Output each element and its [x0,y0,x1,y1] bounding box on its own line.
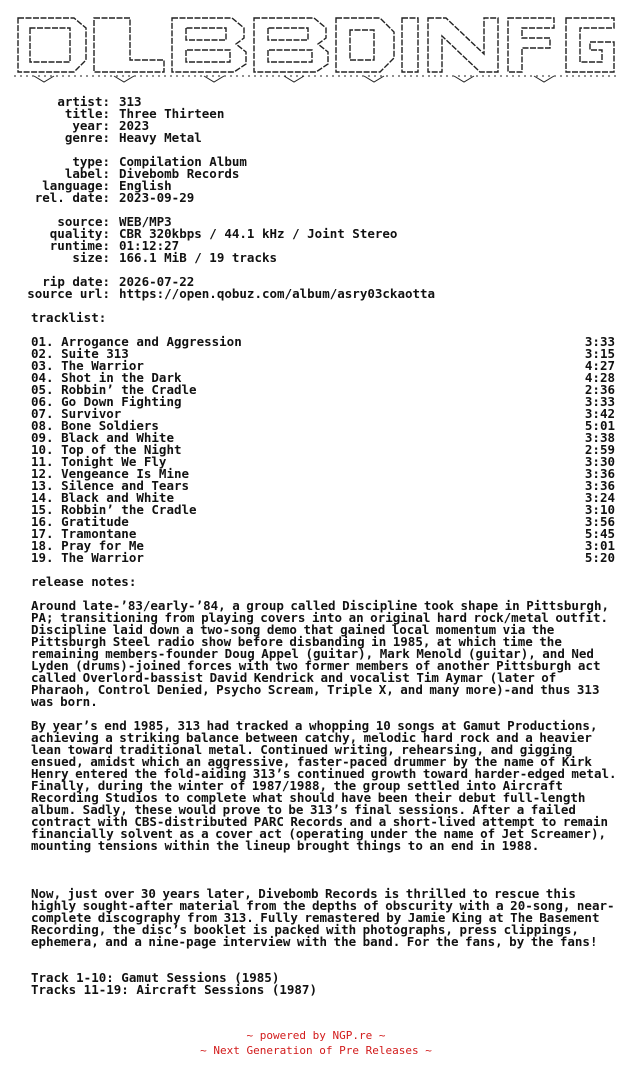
meta-size [14,252,277,264]
ascii-art-logo [14,14,618,84]
meta-rel-date [14,192,194,204]
track-duration: 3:24 [584,490,615,505]
track-duration: 3:33 [584,394,615,409]
track-title: 09. Black and White [31,430,174,445]
meta-value: 166.1 MiB / 19 tracks [119,250,278,265]
track-duration: 3:38 [584,430,615,445]
track-title: 15. Robbin’ the Cradle [31,502,197,517]
meta-value: 2023 [119,118,150,133]
track-duration: 5:45 [584,526,615,541]
meta-genre [14,132,202,144]
release-notes-paragraph: Around late-’83/early-’84, a group called Discipline took shape in Pittsburgh, PA; transitioning from playing covers into an original hard rock/metal outfit. Discipline laid down a two-song demo that gained local momentum via the Pittsburgh Steel radio show before disbanding in 1985, at which time the remaining members-founder Doug Appel (guitar), Mark Menold (guitar), and Ned Lyden (drums)-joined forces with two former members of another Pittsburgh act called Overlord-bassist David Kendrick and vocalist Tim Aymar (later of Pharaoh, Control Denied, Psycho Scream, Triple X, and many more)-and thus 313 was born. [31,598,609,709]
track-duration: 5:01 [584,418,615,433]
meta-label: artist: [57,94,110,109]
track-title: 14. Black and White [31,490,174,505]
meta-label: genre: [64,130,110,145]
footer-powered-by[interactable]: ~ powered by NGP.re ~ [246,1029,386,1042]
meta-value: CBR 320kbps / 44.1 kHz / Joint Stereo [119,226,398,241]
meta-label: rip date: [42,274,110,289]
track-title: 18. Pray for Me [31,538,144,553]
track-duration: 3:01 [584,538,615,553]
meta-label: type: [72,154,110,169]
track-title: 19. The Warrior [31,550,144,565]
track-duration: 3:36 [584,478,615,493]
track-duration: 3:33 [584,334,615,349]
meta-label: title: [64,106,110,121]
meta-label: label: [64,166,110,181]
track-duration: 5:20 [584,550,615,565]
track-title: 11. Tonight We Fly [31,454,167,469]
meta-value: 313 [119,94,142,109]
track-title: 17. Tramontane [31,526,137,541]
track-title: 01. Arrogance and Aggression [31,334,242,349]
footer-tagline: ~ Next Generation of Pre Releases ~ [200,1044,432,1057]
session-note: Tracks 11-19: Aircraft Sessions (1987) [31,982,317,997]
release-notes-paragraph: Now, just over 30 years later, Divebomb Records is thrilled to rescue this highly sought-after material from the depths of obscurity with a 20-song, near-complete discography from 313. Fully remastered by Jamie King at The Basement Recording, the disc’s booklet is packed with photographs, press clippings, ephemera, and a nine-page interview with the band. For the fans, by the fans! [31,886,615,949]
release-notes-paragraph: By year’s end 1985, 313 had tracked a whopping 10 songs at Gamut Productions, achieving a striking balance between catchy, melodic hard rock and a heavier lean toward traditional metal. Continued writing, rehearsing, and gigging ensued, amidst which an aggressive, faster-paced drummer by the name of Kirk Henry entered the fold-aiding 313’s continued growth toward harder-edged metal. Finally, during the winter of 1987/1988, the group settled into Aircraft Recording Studios to complete what should have been their debut full-length album. Sadly, these would prove to be 313’s final sessions. After a failed contract with CBS-distributed PARC Records and a short-lived attempt to remain financially solvent as a cover act (operating under the name of Jet Screamer), mounting tensions within the lineup brought things to an end in 1988. [31,718,617,853]
meta-label: source url: [27,286,110,301]
meta-value: 2026-07-22 [119,274,195,289]
track-title: 05. Robbin’ the Cradle [31,382,197,397]
meta-value: Three Thirteen [119,106,225,121]
meta-value: English [119,178,172,193]
track-title: 06. Go Down Fighting [31,394,182,409]
track-duration: 3:10 [584,502,615,517]
track-title: 12. Vengeance Is Mine [31,466,190,481]
meta-value: Divebomb Records [119,166,240,181]
track-duration: 2:59 [584,442,615,457]
track-row [31,552,615,564]
track-title: 04. Shot in the Dark [31,370,182,385]
track-title: 02. Suite 313 [31,346,129,361]
track-duration: 4:28 [584,370,615,385]
track-title: 08. Bone Soldiers [31,418,159,433]
track-title: 10. Top of the Night [31,442,182,457]
meta-source-url [14,288,435,300]
track-duration: 3:15 [584,346,615,361]
meta-label: source: [57,214,110,229]
track-title: 07. Survivor [31,406,122,421]
track-duration: 2:36 [584,382,615,397]
track-title: 16. Gratitude [31,514,129,529]
meta-label: size: [72,250,110,265]
track-title: 13. Silence and Tears [31,478,190,493]
meta-value: 01:12:27 [119,238,180,253]
meta-value: 2023-09-29 [119,190,195,205]
meta-label: year: [72,118,110,133]
source-url-link[interactable]: https://open.qobuz.com/album/asry03ckaotta [119,286,436,301]
meta-label: quality: [49,226,110,241]
track-duration: 4:27 [584,358,615,373]
track-duration: 3:30 [584,454,615,469]
track-title: 03. The Warrior [31,358,144,373]
release-notes-heading: release notes: [31,574,137,589]
track-duration: 3:56 [584,514,615,529]
meta-value: WEB/MP3 [119,214,172,229]
meta-label: language: [42,178,110,193]
meta-label: runtime: [49,238,110,253]
session-note: Track 1-10: Gamut Sessions (1985) [31,970,280,985]
meta-value: Heavy Metal [119,130,202,145]
track-duration: 3:42 [584,406,615,421]
meta-value: Compilation Album [119,154,247,169]
track-duration: 3:36 [584,466,615,481]
meta-label: rel. date: [34,190,110,205]
tracklist-heading: tracklist: [31,310,107,325]
